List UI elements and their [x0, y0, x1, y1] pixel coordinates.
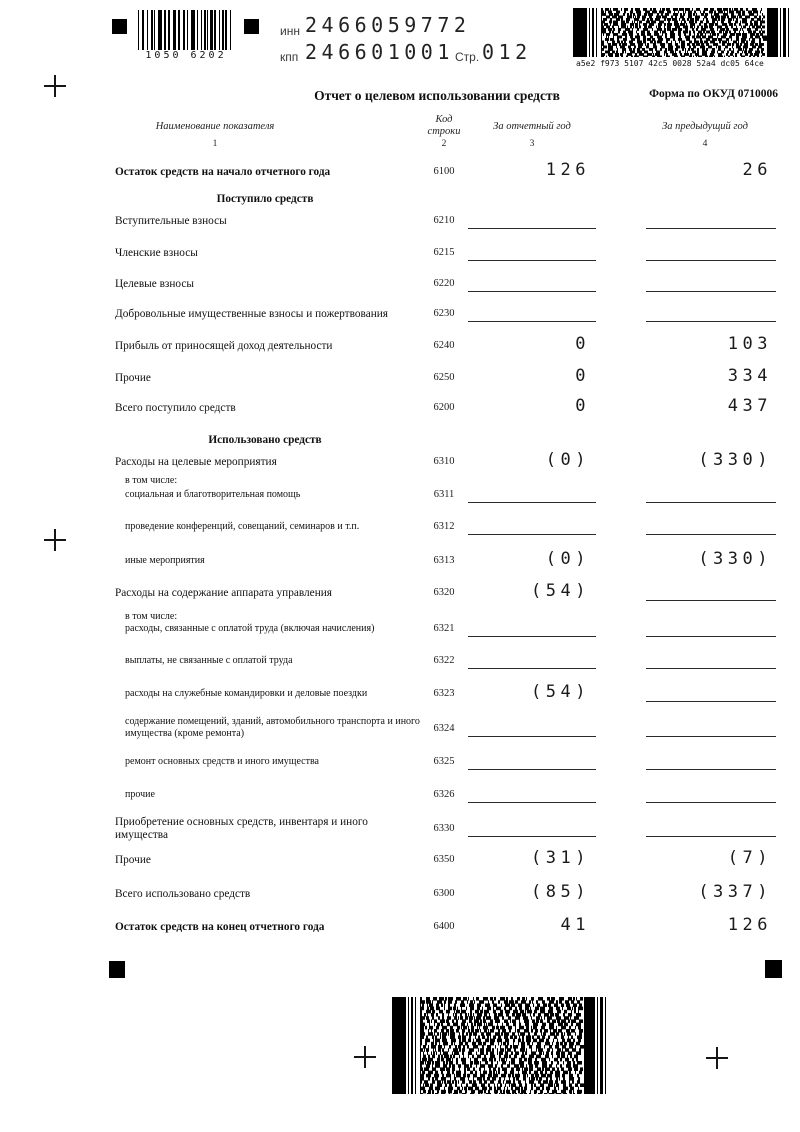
cell-value: 103	[727, 334, 772, 354]
row-code: 6324	[433, 723, 455, 734]
blank-line	[646, 789, 776, 803]
reporting-year-cell	[468, 756, 596, 770]
form-title: Отчет о целевом использовании средств	[314, 88, 560, 103]
previous-year-cell	[646, 587, 776, 601]
blank-line	[646, 587, 776, 601]
row-code: 6200	[433, 402, 455, 413]
form-linear-barcode	[138, 10, 234, 50]
cell-value: (85)	[531, 882, 590, 902]
row-label: в том числе:	[125, 611, 178, 622]
row-code: 6313	[433, 555, 455, 566]
form-barcode-digits: 1050 6202	[145, 50, 227, 61]
row-label: Всего поступило средств	[115, 402, 236, 414]
row-label: Расходы на содержание аппарата управления	[115, 587, 332, 599]
column-header-previous-year: За предыдущий год	[662, 121, 748, 132]
previous-year-cell	[646, 489, 776, 503]
registration-cross-icon	[354, 1046, 376, 1068]
machine-readable-2d-barcode	[573, 8, 800, 57]
previous-year-cell	[646, 247, 776, 261]
row-code: 6240	[433, 340, 455, 351]
anchor-square-bottom-left	[109, 961, 125, 978]
reporting-year-cell	[468, 489, 596, 503]
blank-line	[468, 723, 596, 737]
column-number-1: 1	[212, 139, 218, 149]
blank-line	[646, 756, 776, 770]
column-header-name: Наименование показателя	[155, 121, 275, 132]
column-number-4: 4	[702, 139, 708, 149]
row-label: Всего использовано средств	[115, 888, 251, 900]
kpp-value: 246601001	[305, 40, 454, 64]
cell-value: 26	[742, 160, 772, 180]
row-label: Расходы на целевые мероприятия	[115, 456, 277, 468]
row-code: 6325	[433, 756, 455, 767]
reporting-year-cell	[468, 789, 596, 803]
row-code: 6230	[433, 308, 455, 319]
row-code: 6311	[433, 489, 455, 500]
row-label: прочие	[125, 789, 155, 800]
row-label: Использовано средств	[208, 434, 322, 446]
anchor-square-bottom-right	[765, 960, 782, 978]
previous-year-cell	[646, 756, 776, 770]
row-code: 6250	[433, 372, 455, 383]
blank-line	[646, 489, 776, 503]
column-header-code: Код строки	[427, 114, 461, 137]
cell-value: (31)	[531, 848, 590, 868]
blank-line	[646, 823, 776, 837]
row-label: Остаток средств на конец отчетного года	[115, 921, 325, 933]
cell-value: (330)	[698, 549, 772, 569]
column-number-3: 3	[529, 139, 535, 149]
reporting-year-cell	[468, 521, 596, 535]
previous-year-cell	[646, 688, 776, 702]
cell-value: 334	[727, 366, 772, 386]
blank-line	[468, 655, 596, 669]
row-code: 6215	[433, 247, 455, 258]
blank-line	[646, 688, 776, 702]
previous-year-cell	[646, 521, 776, 535]
page-number: 012	[482, 40, 532, 64]
inn-label: инн	[280, 24, 300, 38]
row-label: Добровольные имущественные взносы и пожертвования	[115, 308, 388, 320]
cell-value: 126	[727, 915, 772, 935]
previous-year-cell	[646, 823, 776, 837]
reporting-year-cell	[468, 723, 596, 737]
row-code: 6323	[433, 688, 455, 699]
column-header-reporting-year: За отчетный год	[493, 121, 571, 132]
blank-line	[468, 756, 596, 770]
row-code: 6321	[433, 623, 455, 634]
anchor-square-top-mid	[244, 19, 259, 34]
row-code: 6100	[433, 166, 455, 177]
row-code: 6322	[433, 655, 455, 666]
blank-line	[646, 723, 776, 737]
row-label: Прочие	[115, 372, 151, 384]
previous-year-cell	[646, 655, 776, 669]
row-label: Прочие	[115, 854, 151, 866]
cell-value: 0	[575, 334, 590, 354]
row-label: Прибыль от приносящей доход деятельности	[115, 340, 333, 352]
row-code: 6312	[433, 521, 455, 532]
blank-line	[468, 823, 596, 837]
row-code: 6300	[433, 888, 455, 899]
row-code: 6326	[433, 789, 455, 800]
row-code: 6320	[433, 587, 455, 598]
blank-line	[646, 308, 776, 322]
row-code: 6400	[433, 921, 455, 932]
previous-year-cell	[646, 723, 776, 737]
blank-line	[468, 521, 596, 535]
row-label: в том числе:	[125, 475, 178, 486]
cell-value: (54)	[531, 682, 590, 702]
barcode-checksum-text: a5e2 f973 5107 42c5 0028 52a4 dc05 64ce	[576, 59, 764, 68]
blank-line	[646, 247, 776, 261]
row-label: Целевые взносы	[115, 278, 194, 290]
blank-line	[646, 521, 776, 535]
column-number-2: 2	[441, 139, 447, 149]
blank-line	[646, 215, 776, 229]
blank-line	[468, 308, 596, 322]
row-code: 6310	[433, 456, 455, 467]
row-label: выплаты, не связанные с оплатой труда	[125, 655, 293, 666]
blank-line	[468, 278, 596, 292]
row-label: проведение конференций, совещаний, семинаров и т.п.	[125, 521, 360, 532]
registration-cross-icon	[44, 529, 66, 551]
blank-line	[468, 247, 596, 261]
row-label: Вступительные взносы	[115, 215, 227, 227]
blank-line	[468, 215, 596, 229]
reporting-year-cell	[468, 278, 596, 292]
reporting-year-cell	[468, 655, 596, 669]
cell-value: 0	[575, 396, 590, 416]
cell-value: 437	[727, 396, 772, 416]
previous-year-cell	[646, 308, 776, 322]
cell-value: (330)	[698, 450, 772, 470]
row-code: 6350	[433, 854, 455, 865]
row-label: содержание помещений, зданий, автомобильного транспорта и иного имущества (кроме ремонта)	[125, 716, 420, 739]
reporting-year-cell	[468, 215, 596, 229]
inn-value: 2466059772	[305, 13, 471, 37]
row-label: расходы, связанные с оплатой труда (включая начисления)	[125, 623, 375, 634]
cell-value: (7)	[727, 848, 772, 868]
cell-value: 126	[545, 160, 590, 180]
reporting-year-cell	[468, 308, 596, 322]
cell-value: (54)	[531, 581, 590, 601]
reporting-year-cell	[468, 247, 596, 261]
previous-year-cell	[646, 623, 776, 637]
cell-value: 41	[560, 915, 590, 935]
cell-value: (337)	[698, 882, 772, 902]
blank-line	[646, 623, 776, 637]
row-label: Поступило средств	[216, 193, 314, 205]
reporting-year-cell	[468, 823, 596, 837]
row-label: Членские взносы	[115, 247, 198, 259]
previous-year-cell	[646, 215, 776, 229]
cell-value: (0)	[545, 549, 590, 569]
page-label: Стр.	[455, 50, 480, 64]
anchor-square-top-left	[112, 19, 127, 34]
row-code: 6210	[433, 215, 455, 226]
row-label: социальная и благотворительная помощь	[125, 489, 301, 500]
row-label: Остаток средств на начало отчетного года	[115, 166, 331, 178]
registration-cross-icon	[706, 1047, 728, 1069]
row-label: Приобретение основных средств, инвентаря и иного имущества	[115, 816, 368, 841]
cell-value: (0)	[545, 450, 590, 470]
cell-value: 0	[575, 366, 590, 386]
row-label: иные мероприятия	[125, 555, 205, 566]
blank-line	[646, 655, 776, 669]
blank-line	[468, 789, 596, 803]
previous-year-cell	[646, 278, 776, 292]
reporting-year-cell	[468, 623, 596, 637]
row-label: ремонт основных средств и иного имущества	[125, 756, 319, 767]
previous-year-cell	[646, 789, 776, 803]
bottom-2d-barcode	[392, 997, 617, 1094]
row-label: расходы на служебные командировки и деловые поездки	[125, 688, 368, 699]
row-code: 6220	[433, 278, 455, 289]
blank-line	[468, 489, 596, 503]
kpp-label: кпп	[280, 50, 299, 64]
row-code: 6330	[433, 823, 455, 834]
blank-line	[646, 278, 776, 292]
okud-form-label: Форма по ОКУД 0710006	[649, 88, 778, 100]
registration-cross-icon	[44, 75, 66, 97]
blank-line	[468, 623, 596, 637]
